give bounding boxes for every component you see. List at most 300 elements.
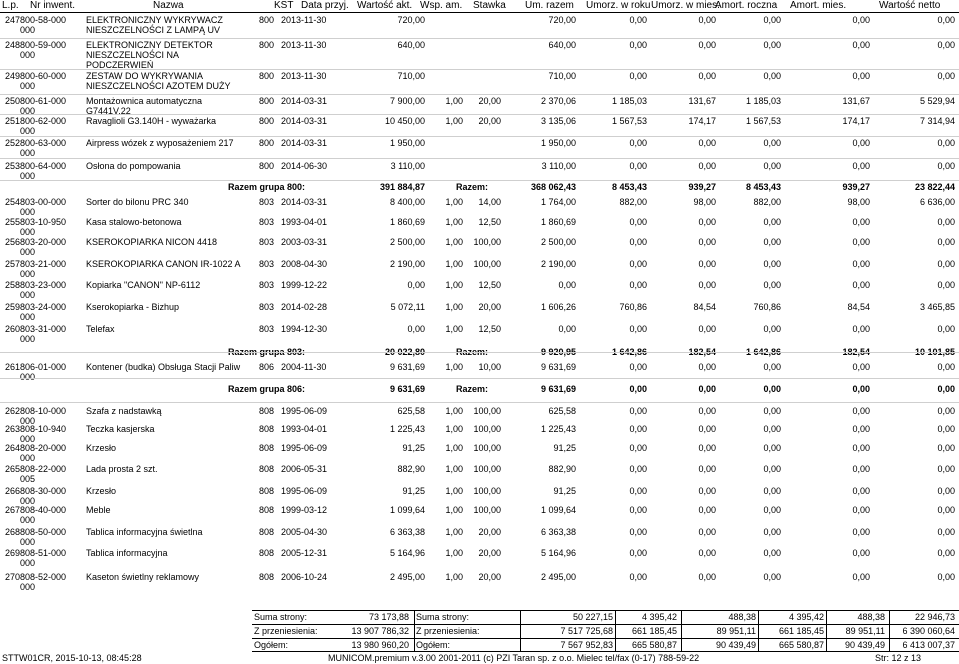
summary-label-2: Ogółem: (416, 640, 451, 650)
cell-nazwa: Krzesło (86, 486, 117, 496)
cell-um-razem: 710,00 (548, 71, 576, 81)
cell-um-razem: 9 631,69 (540, 362, 576, 372)
cell-data-przyj: 1995-06-09 (281, 443, 328, 453)
cell-wartosc-akt: 2 500,00 (389, 237, 425, 247)
cell-amort-roczna: 0,00 (763, 572, 781, 582)
cell-data-przyj: 2014-03-31 (281, 197, 328, 207)
cell-umorz-roku: 0,00 (629, 259, 647, 269)
cell-nazwa: ELEKTRONICZNY DETEKTOR (86, 40, 213, 50)
group-total-value: 20 022,80 (384, 347, 425, 357)
cell-amort-mies: 0,00 (852, 40, 870, 50)
cell-wartosc-netto: 0,00 (937, 324, 955, 334)
cell-umorz-mies: 98,00 (693, 197, 716, 207)
cell-data-przyj: 1999-03-12 (281, 505, 328, 515)
cell-nr-inwent: 000 (20, 247, 36, 257)
column-header: Data przyj. (301, 0, 349, 11)
cell-nr-inwent: 803-23-000 (20, 280, 67, 290)
column-header: Um. razem (525, 0, 574, 11)
row-divider (0, 180, 959, 181)
cell-nazwa: PODCZERWIEŃ (86, 60, 154, 70)
cell-nazwa: Kserokopiarka - Bizhup (86, 302, 180, 312)
cell-umorz-roku: 0,00 (629, 406, 647, 416)
cell-wartosc-akt: 1 225,43 (389, 424, 425, 434)
cell-nazwa: Kasa stalowo-betonowa (86, 217, 182, 227)
summary-cell-divider (889, 625, 890, 638)
cell-kst: 808 (259, 443, 275, 453)
cell-amort-roczna: 882,00 (753, 197, 781, 207)
cell-data-przyj: 2008-04-30 (281, 259, 328, 269)
razem-label: Razem: (456, 182, 489, 192)
cell-um-razem: 1 099,64 (540, 505, 576, 515)
cell-lp: 263 (5, 424, 21, 434)
cell-kst: 800 (259, 40, 275, 50)
cell-data-przyj: 2013-11-30 (281, 40, 327, 50)
cell-kst: 808 (259, 505, 275, 515)
cell-lp: 247 (5, 15, 21, 25)
cell-wartosc-akt: 91,25 (402, 486, 425, 496)
cell-umorz-roku: 0,00 (629, 527, 647, 537)
cell-umorz-mies: 0,00 (698, 237, 716, 247)
cell-stawka: 20,00 (478, 548, 501, 558)
summary-label: Ogółem: (254, 640, 289, 650)
cell-nr-inwent: 005 (20, 474, 36, 484)
cell-nr-inwent: 000 (20, 434, 36, 444)
cell-amort-mies: 0,00 (852, 259, 870, 269)
cell-umorz-mies: 174,17 (688, 116, 716, 126)
cell-amort-roczna: 0,00 (763, 464, 781, 474)
cell-wsp-am: 1,00 (445, 443, 463, 453)
cell-amort-mies: 0,00 (852, 280, 870, 290)
cell-amort-roczna: 0,00 (763, 40, 781, 50)
summary-umorz-roku: 661 185,45 (631, 626, 677, 636)
cell-wartosc-netto: 0,00 (937, 161, 955, 171)
cell-umorz-roku: 1 567,53 (611, 116, 647, 126)
cell-stawka: 12,50 (478, 280, 501, 290)
cell-amort-roczna: 0,00 (763, 527, 781, 537)
cell-wartosc-akt: 91,25 (402, 443, 425, 453)
cell-data-przyj: 2014-02-28 (281, 302, 328, 312)
cell-wartosc-netto: 0,00 (937, 138, 955, 148)
cell-amort-mies: 0,00 (852, 424, 870, 434)
cell-umorz-mies: 0,00 (698, 259, 716, 269)
summary-row (252, 638, 959, 652)
summary-row (252, 610, 959, 624)
cell-amort-roczna: 0,00 (763, 15, 781, 25)
cell-wsp-am: 1,00 (445, 259, 463, 269)
cell-umorz-mies: 0,00 (698, 486, 716, 496)
cell-um-razem: 2 500,00 (540, 237, 576, 247)
cell-nr-inwent: 000 (20, 537, 36, 547)
cell-umorz-roku: 0,00 (629, 486, 647, 496)
summary-label: Suma strony: (254, 612, 308, 622)
cell-nazwa: Montażownica automatyczna (86, 96, 203, 106)
cell-stawka: 20,00 (478, 527, 501, 537)
column-header: Nr inwent. (30, 0, 76, 11)
summary-row (252, 624, 959, 638)
cell-nr-inwent: 000 (20, 148, 36, 158)
cell-umorz-roku: 0,00 (629, 548, 647, 558)
group-umorz-mies: 0,00 (698, 384, 716, 394)
cell-um-razem: 882,90 (548, 464, 576, 474)
group-um-razem: 9 920,95 (540, 347, 576, 357)
cell-lp: 256 (5, 237, 21, 247)
cell-nr-inwent: 803-24-000 (20, 302, 67, 312)
column-header: Umorz. w roku (586, 0, 651, 11)
cell-umorz-roku: 0,00 (629, 464, 647, 474)
cell-stawka: 100,00 (473, 424, 501, 434)
cell-wsp-am: 1,00 (445, 527, 463, 537)
cell-nazwa: Airpress wózek z wyposażeniem 217 (86, 138, 234, 148)
cell-wartosc-akt: 2 190,00 (389, 259, 425, 269)
cell-nr-inwent: 000 (20, 290, 36, 300)
cell-umorz-mies: 0,00 (698, 424, 716, 434)
row-divider (0, 158, 959, 159)
cell-nazwa: Tablica informacyjna (86, 548, 168, 558)
cell-nazwa: KSEROKOPIARKA NICON 4418 (86, 237, 218, 247)
cell-wartosc-akt: 10 450,00 (384, 116, 425, 126)
cell-lp: 262 (5, 406, 21, 416)
cell-stawka: 20,00 (478, 96, 501, 106)
cell-nazwa: Lada prosta 2 szt. (86, 464, 158, 474)
row-divider (0, 69, 959, 70)
cell-umorz-mies: 0,00 (698, 71, 716, 81)
summary-amort-mies: 89 951,11 (845, 626, 885, 636)
cell-nazwa: Kopiarka "CANON" NP-6112 (86, 280, 201, 290)
group-total-label: Razem grupa 806: (228, 384, 306, 394)
cell-wsp-am: 1,00 (445, 548, 463, 558)
cell-data-przyj: 2005-12-31 (281, 548, 328, 558)
cell-nazwa: Meble (86, 505, 111, 515)
summary-cell-divider (615, 625, 616, 638)
cell-kst: 803 (259, 197, 275, 207)
cell-wartosc-akt: 6 363,38 (389, 527, 425, 537)
cell-nazwa: Tablica informacyjna świetlna (86, 527, 203, 537)
row-divider (0, 136, 959, 137)
cell-lp: 251 (5, 116, 21, 126)
cell-wartosc-netto: 0,00 (937, 464, 955, 474)
cell-umorz-mies: 0,00 (698, 548, 716, 558)
cell-kst: 803 (259, 259, 275, 269)
cell-um-razem: 1 606,26 (540, 302, 576, 312)
cell-umorz-mies: 0,00 (698, 406, 716, 416)
summary-amort-roczna: 661 185,45 (778, 626, 824, 636)
cell-data-przyj: 2014-06-30 (281, 161, 328, 171)
cell-umorz-mies: 0,00 (698, 40, 716, 50)
cell-umorz-mies: 0,00 (698, 280, 716, 290)
summary-cell-divider (889, 611, 890, 624)
cell-nr-inwent: 808-40-000 (20, 505, 67, 515)
cell-wartosc-netto: 0,00 (937, 424, 955, 434)
summary-um-razem: 7 517 725,68 (560, 626, 613, 636)
cell-nr-inwent: 000 (20, 171, 36, 181)
cell-nazwa: ELEKTRONICZNY WYKRYWACZ (86, 15, 223, 25)
summary-wartosc: 13 980 960,20 (351, 640, 409, 650)
cell-amort-mies: 0,00 (852, 217, 870, 227)
cell-wartosc-netto: 0,00 (937, 527, 955, 537)
cell-wartosc-akt: 882,90 (397, 464, 425, 474)
cell-umorz-roku: 0,00 (629, 161, 647, 171)
cell-nazwa: Szafa z nadstawką (86, 406, 162, 416)
summary-label: Z przeniesienia: (254, 626, 318, 636)
cell-kst: 800 (259, 138, 275, 148)
cell-wsp-am: 1,00 (445, 424, 463, 434)
cell-wsp-am: 1,00 (445, 96, 463, 106)
cell-umorz-mies: 0,00 (698, 464, 716, 474)
cell-data-przyj: 2014-03-31 (281, 96, 328, 106)
row-divider (0, 352, 959, 353)
row-divider (0, 378, 959, 379)
cell-wartosc-akt: 1 950,00 (389, 138, 425, 148)
cell-amort-roczna: 0,00 (763, 505, 781, 515)
cell-umorz-mies: 0,00 (698, 572, 716, 582)
summary-label-2: Z przeniesienia: (416, 626, 480, 636)
cell-umorz-mies: 0,00 (698, 217, 716, 227)
group-umorz-roku: 1 642,86 (611, 347, 647, 357)
cell-nr-inwent: 808-52-000 (20, 572, 67, 582)
cell-stawka: 20,00 (478, 302, 501, 312)
cell-kst: 800 (259, 15, 275, 25)
cell-kst: 800 (259, 161, 275, 171)
cell-stawka: 100,00 (473, 464, 501, 474)
cell-amort-mies: 0,00 (852, 406, 870, 416)
cell-um-razem: 2 370,06 (540, 96, 576, 106)
column-header: Wsp. am. (420, 0, 463, 11)
group-amort-mies: 182,54 (842, 347, 870, 357)
cell-wartosc-netto: 5 529,94 (919, 96, 955, 106)
group-amort-mies: 0,00 (852, 384, 870, 394)
column-header: Umorz. w mies. (651, 0, 720, 11)
cell-data-przyj: 1994-12-30 (281, 324, 328, 334)
cell-data-przyj: 1999-12-22 (281, 280, 328, 290)
cell-nr-inwent: 808-10-940 (20, 424, 67, 434)
cell-lp: 269 (5, 548, 21, 558)
cell-amort-roczna: 0,00 (763, 161, 781, 171)
cell-lp: 254 (5, 197, 21, 207)
cell-stawka: 10,00 (478, 362, 501, 372)
summary-umorz-mies: 89 951,11 (716, 626, 756, 636)
cell-amort-mies: 0,00 (852, 161, 870, 171)
cell-umorz-roku: 0,00 (629, 15, 647, 25)
group-amort-roczna: 0,00 (763, 384, 781, 394)
cell-nazwa: Teczka kasjerska (86, 424, 155, 434)
cell-wartosc-netto: 0,00 (937, 548, 955, 558)
column-header: L.p. (2, 0, 19, 11)
cell-wartosc-netto: 0,00 (937, 40, 955, 50)
summary-amort-roczna: 4 395,42 (788, 612, 824, 622)
page-footer (0, 652, 959, 664)
cell-data-przyj: 2014-03-31 (281, 138, 328, 148)
cell-um-razem: 0,00 (558, 324, 576, 334)
cell-wsp-am: 1,00 (445, 464, 463, 474)
cell-nr-inwent: 000 (20, 126, 36, 136)
cell-stawka: 12,50 (478, 324, 501, 334)
cell-wartosc-netto: 0,00 (937, 71, 955, 81)
cell-nr-inwent: 803-31-000 (20, 324, 67, 334)
column-header: Amort. roczna (715, 0, 778, 11)
cell-lp: 253 (5, 161, 21, 171)
cell-wartosc-netto: 0,00 (937, 486, 955, 496)
cell-amort-roczna: 0,00 (763, 443, 781, 453)
razem-label: Razem: (456, 384, 489, 394)
cell-amort-roczna: 0,00 (763, 324, 781, 334)
summary-wartosc-netto: 6 390 060,64 (902, 626, 955, 636)
cell-umorz-roku: 0,00 (629, 138, 647, 148)
cell-wartosc-akt: 710,00 (397, 71, 425, 81)
cell-stawka: 100,00 (473, 259, 501, 269)
cell-amort-roczna: 0,00 (763, 486, 781, 496)
cell-wartosc-akt: 5 164,96 (389, 548, 425, 558)
cell-data-przyj: 2006-05-31 (281, 464, 328, 474)
summary-wartosc-netto: 22 946,73 (914, 612, 955, 622)
cell-amort-mies: 0,00 (852, 527, 870, 537)
footer-center: MUNICOM.premium v.3.00 2001-2011 (c) PZI Taran sp. z o.o. Mielec tel/fax (0-17) 788-59-22 (328, 653, 700, 663)
cell-nr-inwent: 000 (20, 582, 36, 592)
cell-nazwa: Kontener (budka) Obsługa Stacji Paliw (86, 362, 241, 372)
cell-lp: 266 (5, 486, 21, 496)
cell-data-przyj: 2014-03-31 (281, 116, 328, 126)
row-divider (0, 402, 959, 403)
cell-nr-inwent: 000 (20, 25, 36, 35)
cell-kst: 808 (259, 424, 275, 434)
cell-amort-mies: 0,00 (852, 443, 870, 453)
cell-nr-inwent: 800-61-000 (20, 96, 67, 106)
cell-wartosc-netto: 0,00 (937, 362, 955, 372)
group-amort-roczna: 1 642,86 (745, 347, 781, 357)
cell-lp: 264 (5, 443, 21, 453)
footer-right: Str: 12 z 13 (875, 653, 922, 663)
cell-wartosc-netto: 0,00 (937, 572, 955, 582)
group-wartosc-netto: 10 101,85 (914, 347, 955, 357)
cell-amort-mies: 0,00 (852, 324, 870, 334)
cell-umorz-mies: 0,00 (698, 161, 716, 171)
cell-lp: 265 (5, 464, 21, 474)
cell-wartosc-akt: 2 495,00 (389, 572, 425, 582)
cell-amort-roczna: 0,00 (763, 138, 781, 148)
cell-umorz-mies: 0,00 (698, 505, 716, 515)
cell-amort-mies: 0,00 (852, 548, 870, 558)
cell-amort-mies: 0,00 (852, 486, 870, 496)
cell-nazwa: Sorter do bilonu PRC 340 (86, 197, 189, 207)
cell-wsp-am: 1,00 (445, 406, 463, 416)
cell-umorz-mies: 0,00 (698, 362, 716, 372)
cell-nr-inwent: 808-10-000 (20, 406, 67, 416)
cell-nr-inwent: 000 (20, 372, 36, 382)
cell-wsp-am: 1,00 (445, 280, 463, 290)
cell-nr-inwent: 000 (20, 312, 36, 322)
cell-stawka: 100,00 (473, 486, 501, 496)
summary-um-razem: 7 567 952,83 (560, 640, 613, 650)
cell-umorz-mies: 0,00 (698, 324, 716, 334)
group-total-value: 391 884,87 (379, 182, 425, 192)
cell-amort-roczna: 0,00 (763, 71, 781, 81)
cell-um-razem: 720,00 (548, 15, 576, 25)
cell-wartosc-netto: 0,00 (937, 505, 955, 515)
cell-umorz-roku: 0,00 (629, 424, 647, 434)
cell-data-przyj: 2003-03-31 (281, 237, 328, 247)
cell-kst: 808 (259, 406, 275, 416)
cell-nr-inwent: 808-20-000 (20, 443, 67, 453)
cell-nr-inwent: 806-01-000 (20, 362, 67, 372)
cell-nr-inwent: 000 (20, 50, 36, 60)
cell-kst: 808 (259, 464, 275, 474)
cell-nr-inwent: 000 (20, 106, 36, 116)
cell-umorz-mies: 0,00 (698, 138, 716, 148)
group-total-label: Razem grupa 803: (228, 347, 306, 357)
cell-amort-mies: 174,17 (842, 116, 870, 126)
cell-nr-inwent: 000 (20, 453, 36, 463)
summary-umorz-mies: 90 439,49 (715, 640, 756, 650)
cell-um-razem: 1 764,00 (540, 197, 576, 207)
cell-wsp-am: 1,00 (445, 486, 463, 496)
cell-lp: 248 (5, 40, 21, 50)
summary-cell-divider (826, 625, 827, 638)
cell-wartosc-netto: 0,00 (937, 280, 955, 290)
cell-nazwa: Kaseton świetlny reklamowy (86, 572, 200, 582)
cell-nazwa: KSEROKOPIARKA CANON IR-1022 A (86, 259, 241, 269)
cell-stawka: 14,00 (478, 197, 501, 207)
cell-wartosc-akt: 7 900,00 (389, 96, 425, 106)
cell-amort-roczna: 1 567,53 (745, 116, 781, 126)
cell-wartosc-netto: 0,00 (937, 443, 955, 453)
cell-um-razem: 2 495,00 (540, 572, 576, 582)
cell-kst: 806 (259, 362, 275, 372)
summary-cell-divider (615, 611, 616, 624)
cell-nazwa: Krzesło (86, 443, 117, 453)
cell-wartosc-akt: 625,58 (397, 406, 425, 416)
cell-umorz-roku: 0,00 (629, 572, 647, 582)
cell-wartosc-netto: 0,00 (937, 237, 955, 247)
cell-nr-inwent: 800-58-000 (20, 15, 67, 25)
cell-lp: 250 (5, 96, 21, 106)
cell-nazwa: Telefax (86, 324, 115, 334)
cell-amort-mies: 0,00 (852, 15, 870, 25)
cell-um-razem: 640,00 (548, 40, 576, 50)
cell-wsp-am: 1,00 (445, 217, 463, 227)
cell-nr-inwent: 000 (20, 558, 36, 568)
cell-umorz-mies: 131,67 (688, 96, 716, 106)
cell-wartosc-netto: 6 636,00 (919, 197, 955, 207)
cell-lp: 257 (5, 259, 21, 269)
cell-wartosc-akt: 0,00 (407, 280, 425, 290)
cell-wartosc-netto: 3 465,85 (919, 302, 955, 312)
cell-umorz-mies: 84,54 (693, 302, 716, 312)
cell-lp: 259 (5, 302, 21, 312)
cell-amort-roczna: 1 185,03 (745, 96, 781, 106)
cell-wartosc-netto: 0,00 (937, 406, 955, 416)
cell-data-przyj: 2005-04-30 (281, 527, 328, 537)
cell-nr-inwent: 808-50-000 (20, 527, 67, 537)
cell-data-przyj: 1995-06-09 (281, 406, 328, 416)
cell-wartosc-akt: 1 860,69 (389, 217, 425, 227)
cell-nazwa: NIESZCZELNOŚCI NA (86, 50, 180, 60)
cell-umorz-roku: 882,00 (619, 197, 647, 207)
column-header: KST (274, 0, 294, 11)
cell-nr-inwent: 808-30-000 (20, 486, 67, 496)
cell-amort-roczna: 0,00 (763, 217, 781, 227)
cell-um-razem: 1 225,43 (540, 424, 576, 434)
cell-um-razem: 5 164,96 (540, 548, 576, 558)
cell-wartosc-netto: 0,00 (937, 259, 955, 269)
cell-wsp-am: 1,00 (445, 302, 463, 312)
cell-wsp-am: 1,00 (445, 505, 463, 515)
summary-umorz-roku: 4 395,42 (641, 612, 677, 622)
cell-amort-roczna: 0,00 (763, 406, 781, 416)
summary-label-2: Suma strony: (416, 612, 470, 622)
column-header: Nazwa (153, 0, 184, 11)
cell-um-razem: 1 950,00 (540, 138, 576, 148)
cell-amort-mies: 98,00 (847, 197, 870, 207)
cell-lp: 267 (5, 505, 21, 515)
